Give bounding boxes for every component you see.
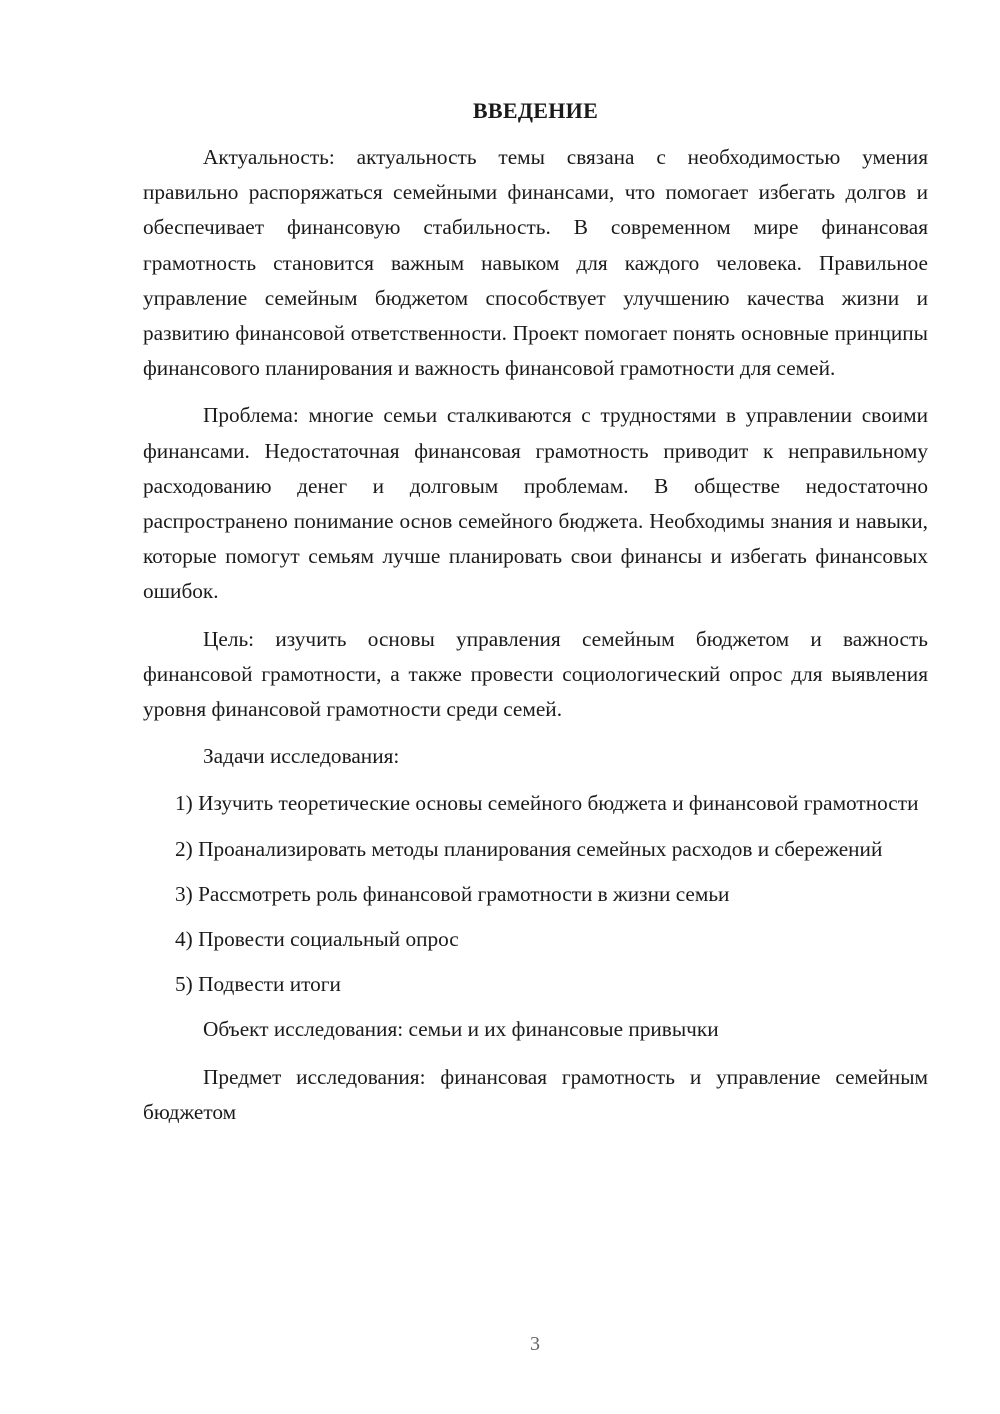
research-subject-paragraph: Предмет исследования: финансовая грамотность и управление семейным бюджетом <box>143 1064 928 1124</box>
task-item: 1) Изучить теоретические основы семейного бюджета и финансовой грамотности <box>175 791 919 816</box>
section-heading: ВВЕДЕНИЕ <box>472 98 599 123</box>
tasks-list <box>143 786 928 1002</box>
problem-paragraph: Проблема: многие семьи сталкиваются с трудностями в управлении своими финансами. Недостаточная финансовая грамотность приводит к неправильному расходованию денег и долговым проблемам. В обществе недостаточно распространено понимание основ семейного бюджета. Необходимы знания и навыки, которые помогут семьям лучше планировать свои финансы и избегать финансовых ошибок. <box>143 403 928 604</box>
research-object-paragraph: Объект исследования: семьи и их финансовые привычки <box>203 1017 719 1042</box>
task-item: 4) Провести социальный опрос <box>175 927 459 952</box>
goal-paragraph: Цель: изучить основы управления семейным бюджетом и важность финансовой грамотности, а также провести социологический опрос для выявления уровня финансовой грамотности среди семей. <box>143 626 928 722</box>
task-item: 3) Рассмотреть роль финансовой грамотности в жизни семьи <box>175 881 730 906</box>
task-item: 5) Подвести итоги <box>175 972 341 997</box>
page-number: 3 <box>530 1333 540 1355</box>
document-page <box>143 96 928 1142</box>
relevance-paragraph: Актуальность: актуальность темы связана с необходимостью умения правильно распоряжаться семейными финансами, что помогает избегать долгов и обеспечивает финансовую стабильность. В современном мире финансовая грамотность становится важным навыком для каждого человека. Правильное управление семейным бюджетом способствует улучшению качества жизни и развитию финансовой ответственности. Проект помогает понять основные принципы финансового планирования и важность финансовой грамотности для семей. <box>143 145 928 381</box>
task-item: 2) Проанализировать методы планирования семейных расходов и сбережений <box>175 836 883 861</box>
tasks-heading: Задачи исследования: <box>203 744 400 769</box>
